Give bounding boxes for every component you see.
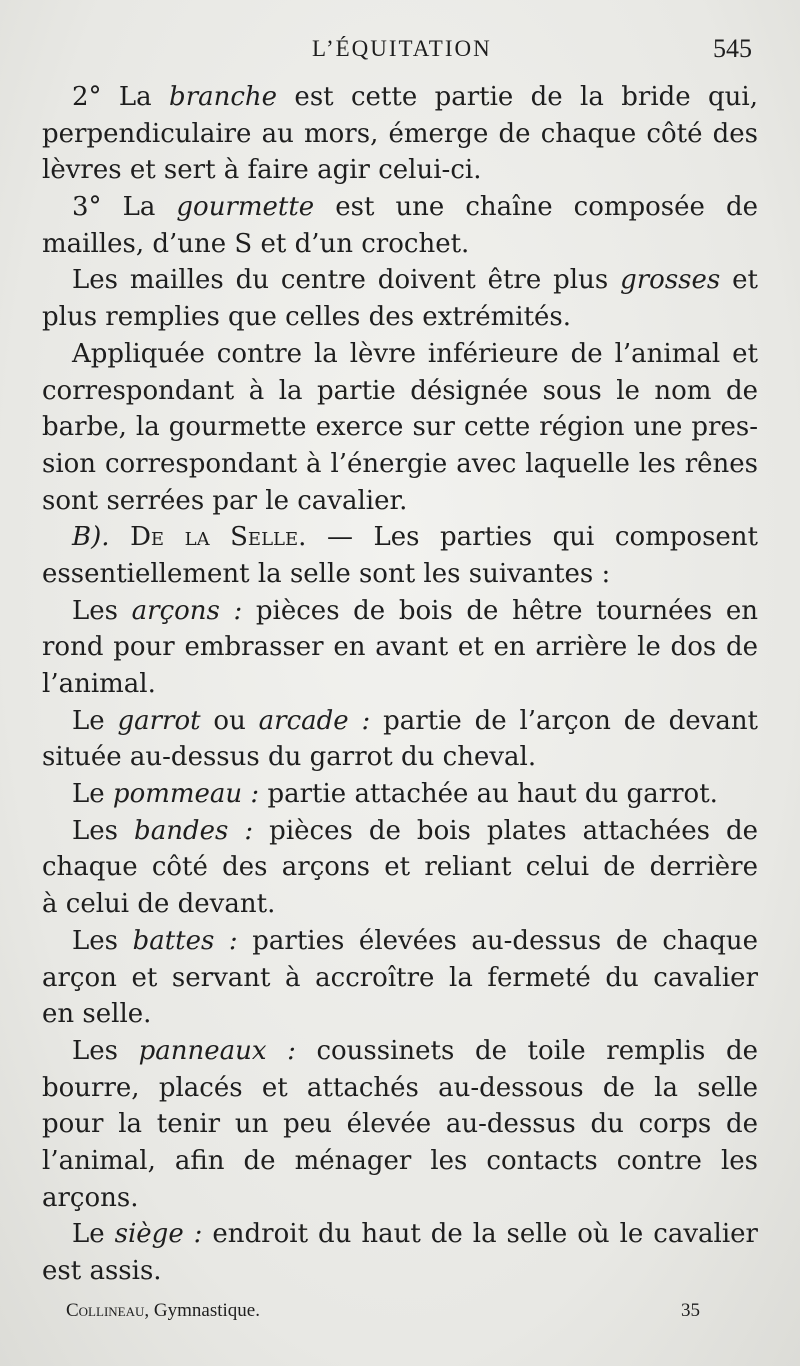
text-span: Les [72, 1035, 139, 1066]
text-line: sion correspondant à l’énergie avec laquelle les rênes [42, 448, 758, 479]
signature-mark: 35 [681, 1300, 700, 1321]
text-line [42, 776, 758, 813]
italic-term: bandes : [134, 815, 254, 846]
text-span: endroit du haut de la selle où le cavalier [202, 1219, 758, 1250]
text-span: Le [72, 705, 118, 736]
italic-term: siège : [114, 1219, 203, 1250]
italic-term: garrot [117, 705, 201, 736]
text-line: l’animal, afin de ménager les contacts contre les [42, 1145, 758, 1176]
text-line [42, 1033, 758, 1070]
text-line [42, 593, 758, 630]
text-line: correspondant à la partie désignée sous le nom de [42, 375, 758, 406]
text-line [42, 189, 758, 226]
running-head: L’ÉQUITATION [312, 36, 492, 61]
text-line: l’animal. [42, 669, 156, 699]
section-title: De la Selle. [130, 522, 307, 553]
text-line: lèvres et sert à faire agir celui-ci. [42, 155, 482, 186]
text-line: en selle. [42, 999, 152, 1030]
italic-term: gourmette [176, 192, 315, 223]
text-span: Les [72, 595, 132, 626]
section-label: B). [72, 522, 110, 553]
text-line [42, 813, 758, 850]
text-span: est cette partie de la bride qui, [277, 82, 758, 112]
text-span: ou [200, 705, 259, 736]
text-line: mailles, d’une S et d’un crochet. [42, 228, 470, 259]
text-span: pièces de bois plates attachées de [253, 815, 758, 846]
text-line: située au-dessus du garrot du cheval. [42, 742, 537, 773]
text-line: à celui de devant. [42, 889, 276, 920]
text-span: Les [72, 815, 135, 846]
text-line: barbe, la gourmette exerce sur cette région une pres- [42, 412, 758, 443]
text-line: rond pour embrasser en avant et en arrière le dos de [42, 632, 758, 663]
text-line: arçons. [42, 1182, 139, 1213]
italic-term: pommeau : [112, 779, 260, 810]
body-text [42, 79, 758, 1290]
italic-term: grosses [620, 265, 721, 296]
text-span: 3° La [72, 192, 177, 223]
author-name: Collineau [66, 1300, 145, 1321]
italic-term: branche [169, 82, 278, 112]
page-header [0, 30, 800, 74]
text-span: 2° La [72, 82, 170, 112]
footer-author [66, 1300, 260, 1322]
text-span: parties élevées au-dessus de chaque [237, 925, 758, 956]
text-span: est une chaîne composée de [314, 192, 758, 223]
text-line [42, 262, 758, 299]
text-line: perpendiculaire au mors, émerge de chaque côté des [42, 118, 758, 149]
text-line: essentiellement la selle sont les suivantes : [42, 558, 611, 589]
text-span: partie de l’arçon de devant [370, 705, 758, 736]
text-span: Les mailles du centre doivent être plus [72, 265, 621, 296]
text-line [42, 79, 758, 116]
text-span: partie attachée au haut du garrot. [259, 779, 718, 810]
text-span: — Les parties qui composent [306, 522, 758, 553]
text-span: Le [72, 1219, 115, 1250]
text-span: pièces de bois de hêtre tournées en [242, 595, 758, 626]
text-line: bourre, placés et attachés au-dessous de la selle [42, 1072, 758, 1103]
text-span: Le [72, 779, 113, 810]
italic-term: battes : [132, 925, 238, 956]
text-span: Les [72, 925, 133, 956]
page-number: 545 [713, 34, 752, 63]
book-title: , Gymnastique. [144, 1300, 260, 1321]
text-line [42, 1216, 758, 1253]
text-line: pour la tenir un peu élevée au-dessus du corps de [42, 1109, 758, 1140]
section-heading-line [42, 519, 758, 556]
page-footer [0, 1300, 800, 1330]
text-line: Appliquée contre la lèvre inférieure de l’animal et [72, 338, 758, 369]
text-line: arçon et servant à accroître la fermeté du cavalier [42, 962, 758, 993]
text-line [42, 703, 758, 740]
italic-term: arcade : [258, 705, 371, 736]
text-line: chaque côté des arçons et reliant celui de derrière [42, 852, 758, 883]
text-line: sont serrées par le cavalier. [42, 485, 408, 516]
text-line: est assis. [42, 1256, 162, 1286]
italic-term: arçons : [131, 595, 243, 626]
italic-term: panneaux : [138, 1035, 296, 1066]
text-span: coussinets de toile remplis de [295, 1035, 758, 1066]
text-span: et [720, 265, 758, 296]
text-line [42, 923, 758, 960]
text-line: plus remplies que celles des extrémités. [42, 302, 572, 333]
